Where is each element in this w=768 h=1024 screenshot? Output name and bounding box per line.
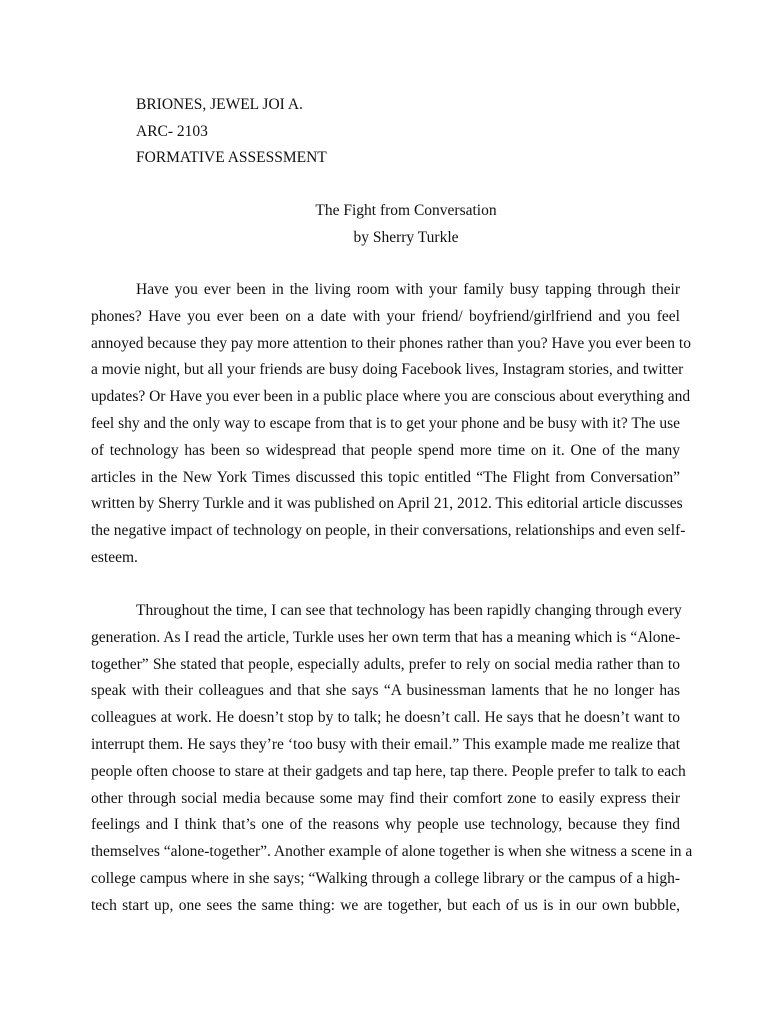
student-name: BRIONES, JEWEL JOI A.: [136, 96, 303, 113]
paragraph-line: speak with their colleagues and that she says “A businessman laments that he no longer has: [91, 682, 680, 700]
paragraph-line: college campus where in she says; “Walking through a college library or the campus of a high-: [91, 869, 680, 887]
paragraph-line: tech start up, one sees the same thing: we are together, but each of us is in our own bubble,: [91, 896, 680, 914]
paragraph-line: interrupt them. He says they’re ‘too busy with their email.” This example made me realize that: [91, 735, 680, 753]
paragraph-line: phones? Have you ever been on a date with your friend/ boyfriend/girlfriend and you feel: [91, 307, 680, 325]
paragraph-line: other through social media because some may find their comfort zone to easily express their: [91, 789, 680, 807]
paragraph-line: people often choose to stare at their gadgets and tap here, tap there. People prefer to talk to each: [91, 762, 686, 780]
document-header: [136, 92, 327, 172]
paragraph-line: together” She stated that people, especially adults, prefer to rely on social media rather than to: [91, 655, 680, 673]
course-code: ARC- 2103: [136, 122, 208, 140]
paragraph-line: articles in the New York Times discussed this topic entitled “The Flight from Conversation”: [91, 468, 680, 486]
paragraph-line: annoyed because they pay more attention to their phones rather than you? Have you ever been to: [91, 334, 691, 352]
assessment-type: FORMATIVE ASSESSMENT: [136, 149, 327, 166]
paragraph-line: of technology has been so widespread that people spend more time on it. One of the many: [91, 441, 680, 459]
paragraph-1: [91, 277, 691, 572]
paragraph-line: feel shy and the only way to escape from that is to get your phone and be busy with it? The use: [91, 414, 680, 432]
paragraph-line: the negative impact of technology on people, in their conversations, relationships and even self-: [91, 522, 686, 540]
paragraph-line: Throughout the time, I can see that technology has been rapidly changing through every: [136, 602, 682, 619]
paragraph-line: updates? Or Have you ever been in a public place where you are conscious about everything and: [91, 388, 691, 406]
document-title: The Fight from Conversation: [315, 202, 497, 219]
paragraph-line: feelings and I think that’s one of the reasons why people use technology, because they find: [91, 816, 680, 834]
paragraph-line: esteem.: [91, 548, 138, 566]
title-block: [0, 198, 768, 251]
paragraph-2: [91, 598, 693, 920]
paragraph-line: Have you ever been in the living room with your family busy tapping through their: [136, 281, 680, 298]
paragraph-line: a movie night, but all your friends are busy doing Facebook lives, Instagram stories, and twitter: [91, 361, 684, 379]
paragraph-line: themselves “alone-together”. Another example of alone together is when she witness a scene in a: [91, 843, 693, 861]
document-byline: by Sherry Turkle: [353, 228, 459, 246]
paragraph-line: written by Sherry Turkle and it was published on April 21, 2012. This editorial article discusses: [91, 495, 683, 513]
paragraph-line: generation. As I read the article, Turkle uses her own term that has a meaning which is “Alone-: [91, 628, 681, 646]
paragraph-line: colleagues at work. He doesn’t stop by to talk; he doesn’t call. He says that he doesn’t want to: [91, 709, 680, 727]
